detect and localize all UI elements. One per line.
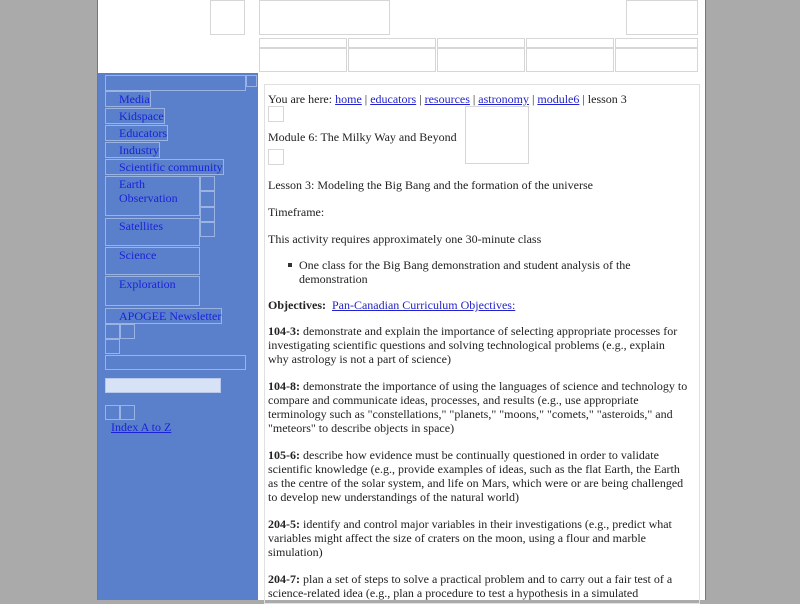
header-nav-cell-3[interactable] bbox=[437, 38, 525, 48]
header-logo-placeholder bbox=[210, 0, 245, 35]
sidebar-spacer-4 bbox=[200, 222, 215, 237]
sidebar bbox=[98, 73, 258, 600]
objective-code: 204-5: bbox=[268, 517, 300, 531]
header-nav-cell-2[interactable] bbox=[348, 38, 436, 48]
image-placeholder-2 bbox=[268, 149, 284, 165]
sidebar-icon-placeholder-1 bbox=[105, 324, 120, 339]
breadcrumb-separator: | bbox=[472, 92, 476, 106]
breadcrumb-astronomy[interactable]: astronomy bbox=[478, 92, 529, 106]
module-title: Module 6: The Milky Way and Beyond bbox=[268, 130, 457, 144]
header-banner-placeholder[interactable] bbox=[259, 0, 390, 35]
objective-code: 105-6: bbox=[268, 448, 300, 462]
objective-text: demonstrate the importance of using the languages of science and technology to compare and communicate ideas, processes, and results (e.g., use appropriate terminology such as "constellations," "planets," "moons," "comets," "asteroids," and "meteors" to describe objects in space) bbox=[268, 379, 688, 435]
breadcrumb-separator: | bbox=[531, 92, 535, 106]
sidebar-item-kidspace[interactable]: Kidspace bbox=[105, 108, 165, 124]
objectives-row bbox=[268, 298, 515, 312]
breadcrumb-separator: | bbox=[364, 92, 368, 106]
objective-text: identify and control major variables in their investigations (e.g., predict what variables might affect the size of craters on the moon, using a flour and marble simulation) bbox=[268, 517, 672, 559]
sidebar-search-input[interactable] bbox=[105, 378, 221, 393]
header-nav-cell-7[interactable] bbox=[348, 48, 436, 72]
page bbox=[97, 0, 706, 600]
header-nav-cell-1[interactable] bbox=[259, 38, 347, 48]
sidebar-item-educators[interactable]: Educators bbox=[105, 125, 168, 141]
sidebar-icon-placeholder-4[interactable] bbox=[105, 405, 120, 420]
objective-code: 104-8: bbox=[268, 379, 300, 393]
breadcrumb bbox=[268, 92, 627, 106]
objective-text: describe how evidence must be continually questioned in order to validate scientific knowledge (e.g., provide examples of ideas, such as the flat Earth, the Earth as the centre of the solar system, and life on Mars, which were or are being challenged to develop new understandings of the natural world) bbox=[268, 448, 684, 504]
objective-204-7 bbox=[268, 572, 688, 600]
sidebar-icon-placeholder-3 bbox=[105, 339, 120, 354]
timeframe-bullet: One class for the Big Bang demonstration and student analysis of the demonstration bbox=[299, 258, 689, 286]
sidebar-icon-placeholder-2 bbox=[120, 324, 135, 339]
header-nav-cell-6[interactable] bbox=[259, 48, 347, 72]
sidebar-spacer-1 bbox=[200, 176, 215, 191]
breadcrumb-educators[interactable]: educators bbox=[370, 92, 417, 106]
sidebar-item-industry[interactable]: Industry bbox=[105, 142, 160, 158]
header-nav-cell-9[interactable] bbox=[526, 48, 614, 72]
header-nav-cell-4[interactable] bbox=[526, 38, 614, 48]
sidebar-item-media[interactable]: Media bbox=[105, 91, 151, 107]
sidebar-top-corner bbox=[246, 75, 257, 87]
sidebar-top-bar bbox=[105, 75, 246, 91]
header-right-placeholder[interactable] bbox=[626, 0, 698, 35]
objective-text: plan a set of steps to solve a practical problem and to carry out a fair test of a science-related idea (e.g., plan a procedure to test a hypothesis in a simulated bbox=[268, 572, 673, 600]
header-nav-cell-10[interactable] bbox=[615, 48, 698, 72]
objective-code: 204-7: bbox=[268, 572, 300, 586]
sidebar-spacer-2 bbox=[200, 191, 215, 207]
sidebar-item-satellites[interactable]: Satellites bbox=[105, 218, 200, 246]
sidebar-search-row bbox=[105, 355, 246, 370]
sidebar-item-science[interactable]: Science bbox=[105, 247, 200, 275]
objectives-label: Objectives: bbox=[268, 298, 326, 312]
timeframe-text: This activity requires approximately one 30-minute class bbox=[268, 232, 542, 246]
pan-canadian-objectives-link[interactable]: Pan-Canadian Curriculum Objectives: bbox=[331, 298, 516, 312]
sidebar-item-apogee-newsletter[interactable]: APOGEE Newsletter bbox=[105, 308, 222, 324]
objective-104-8 bbox=[268, 379, 688, 435]
sidebar-spacer-3 bbox=[200, 207, 215, 222]
breadcrumb-prefix: You are here: bbox=[268, 92, 333, 106]
breadcrumb-current: lesson 3 bbox=[587, 92, 627, 106]
objective-text: demonstrate and explain the importance of selecting appropriate processes for investigating scientific questions and solving technological problems (e.g., explain why astrology is not a part of science) bbox=[268, 324, 678, 366]
sidebar-icon-placeholder-5[interactable] bbox=[120, 405, 135, 420]
breadcrumb-module6[interactable]: module6 bbox=[537, 92, 580, 106]
index-a-to-z-link[interactable]: Index A to Z bbox=[111, 420, 172, 434]
objective-104-3 bbox=[268, 324, 688, 366]
header-nav-cell-5[interactable] bbox=[615, 38, 698, 48]
sidebar-item-earth-observation[interactable]: Earth Observation bbox=[105, 176, 200, 216]
breadcrumb-separator: | bbox=[419, 92, 422, 106]
sidebar-item-scientific-community[interactable]: Scientific community bbox=[105, 159, 224, 175]
timeframe-label: Timeframe: bbox=[268, 205, 325, 219]
header-nav-cell-8[interactable] bbox=[437, 48, 525, 72]
breadcrumb-separator: | bbox=[582, 92, 585, 106]
module-image-placeholder bbox=[465, 106, 529, 164]
objective-code: 104-3: bbox=[268, 324, 300, 338]
lesson-title: Lesson 3: Modeling the Big Bang and the formation of the universe bbox=[268, 178, 593, 192]
breadcrumb-resources[interactable]: resources bbox=[424, 92, 470, 106]
breadcrumb-home[interactable]: home bbox=[335, 92, 362, 106]
objective-105-6 bbox=[268, 448, 688, 504]
objective-204-5 bbox=[268, 517, 688, 559]
sidebar-item-exploration[interactable]: Exploration bbox=[105, 276, 200, 306]
image-placeholder-1 bbox=[268, 106, 284, 122]
